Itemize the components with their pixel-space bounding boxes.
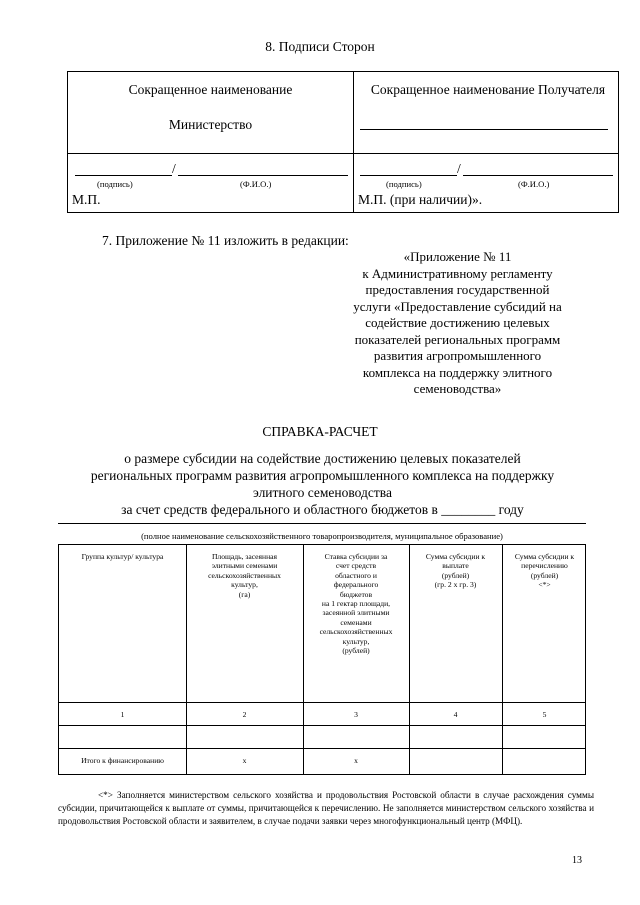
- section8-title: 8. Подписи Сторон: [265, 39, 375, 54]
- col-number: 3: [354, 710, 358, 719]
- document-title: СПРАВКА-РАСЧЕТ: [262, 424, 378, 439]
- right-slash: /: [457, 161, 461, 176]
- document-subtitle: [55, 450, 590, 518]
- right-fio-line: [463, 175, 613, 176]
- right-party-name: Сокращенное наименование Получателя: [370, 82, 606, 97]
- col-number: 5: [542, 710, 547, 719]
- subtitle-line: за счет средств федерального и областного бюджетов в ________ году: [121, 502, 524, 517]
- left-fio-label: (Ф.И.О.): [240, 179, 272, 189]
- right-fio-label: (Ф.И.О.): [518, 179, 550, 189]
- appendix-line: предоставления государственной: [365, 282, 550, 297]
- left-stamp: М.П.: [72, 192, 101, 207]
- subtitle-line: элитного семеноводства: [253, 485, 392, 500]
- total-row-cell: x: [354, 756, 358, 765]
- appendix-line: «Приложение № 11: [403, 249, 512, 264]
- appendix-line: развития агропромышленного: [373, 348, 542, 363]
- appendix-line: показателей региональных программ: [354, 331, 561, 347]
- col-number: 1: [120, 710, 125, 719]
- header-area: Площадь, засеянная элитными семенами сельскохозяйственных культур, (га): [208, 552, 281, 599]
- calculation-table: [58, 544, 586, 775]
- header-payout: Сумма субсидии к выплате (рублей) (гр. 2 х гр. 3): [425, 552, 486, 590]
- total-row-label: Итого к финансированию: [81, 756, 164, 765]
- right-stamp: М.П. (при наличии)».: [358, 192, 483, 207]
- appendix-line: услуги «Предоставление субсидий на: [353, 298, 562, 314]
- producer-line: [58, 523, 586, 524]
- col-number: 4: [453, 710, 458, 719]
- appendix-line: семеноводства»: [413, 381, 502, 396]
- subtitle-line: региональных программ развития агропромышленного комплекса на поддержку: [90, 468, 555, 483]
- appendix-header: [335, 249, 580, 398]
- left-fio-line: [178, 175, 348, 176]
- signature-table: [67, 71, 619, 213]
- header-crop-group: Группа культур/ культура: [81, 552, 164, 561]
- header-transfer: Сумма субсидии к перечислению (рублей) <*>: [514, 552, 575, 590]
- col-number: 2: [242, 710, 247, 719]
- appendix-line: комплекса на поддержку элитного: [362, 364, 553, 380]
- right-party-line: [360, 129, 608, 130]
- left-party-org: Министерство: [168, 117, 253, 132]
- appendix-line: к Административному регламенту: [362, 265, 553, 281]
- footnote: <*> Заполняется министерством сельского хозяйства и продовольствия Ростовской области в случае расхождения суммы субсидии, причитающейся к выплате от суммы, причитающейся к перечислению. Не заполняется министерством сельского хозяйства и продовольствия Ростовской области и заявителем, в случае подачи заявки через многофункциональный центр (МФЦ).: [58, 790, 594, 826]
- page-number: 13: [572, 855, 582, 866]
- left-party-name: Сокращенное наименование: [128, 82, 293, 97]
- left-sign-line: [75, 175, 172, 176]
- header-rate: Ставка субсидии за счет средств областного и федерального бюджетов на 1 гектар площади, засеянной элитными семенами сельскохозяйственных культур, (рублей): [319, 552, 393, 656]
- item7-text: 7. Приложение № 11 изложить в редакции:: [102, 233, 349, 248]
- right-sign-label: (подпись): [386, 179, 422, 189]
- appendix-line: содействие достижению целевых: [365, 315, 550, 330]
- right-sign-line: [360, 175, 457, 176]
- total-row-cell: x: [242, 756, 247, 765]
- subtitle-line: о размере субсидии на содействие достижению целевых показателей: [124, 451, 521, 466]
- left-slash: /: [172, 161, 176, 176]
- producer-caption: (полное наименование сельскохозяйственного товаропроизводителя, муниципальное образование): [141, 531, 503, 541]
- left-sign-label: (подпись): [97, 179, 133, 189]
